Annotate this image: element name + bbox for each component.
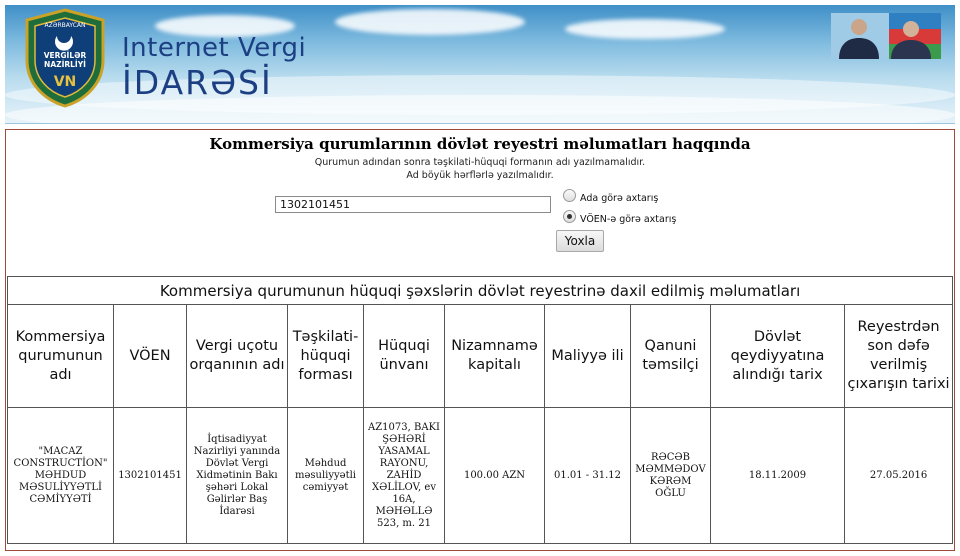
registry-search-panel xyxy=(5,129,955,551)
cell-extract-date: 27.05.2016 xyxy=(845,408,953,544)
column-header-registration-date: Dövlət qeydiyyatına alındığı tarix xyxy=(711,305,845,408)
column-header-capital: Nizamnamə kapitalı xyxy=(445,305,545,408)
svg-text:AZƏRBAYCAN: AZƏRBAYCAN xyxy=(44,22,86,29)
page-title: Kommersiya qurumlarının dövlət reyestri məlumatları haqqında xyxy=(209,135,751,153)
cell-voen: 1302101451 xyxy=(114,408,187,544)
cloud-decoration xyxy=(335,9,525,35)
column-header-voen: VÖEN xyxy=(114,305,187,408)
check-submit-button[interactable]: Yoxla xyxy=(556,230,604,252)
registry-results-table xyxy=(7,276,953,544)
column-header-tax-office: Vergi uçotu orqanının adı xyxy=(187,305,288,408)
svg-text:VERGİLƏR: VERGİLƏR xyxy=(43,51,87,60)
column-header-representative: Qanuni təmsilçi xyxy=(631,305,711,408)
cell-registration-date: 18.11.2009 xyxy=(711,408,845,544)
cell-capital: 100.00 AZN xyxy=(445,408,545,544)
search-by-name-label[interactable]: Ada görə axtarış xyxy=(580,193,659,204)
hint-text-1: Qurumun adından sonra təşkilati-hüquqi formanın adı yazılmamalıdır. xyxy=(314,157,646,168)
cell-legal-form: Məhdud məsuliyyətli cəmiyyət xyxy=(288,408,364,544)
cloud-decoration xyxy=(565,19,725,39)
table-header-row xyxy=(8,305,953,408)
search-by-name-radio[interactable] xyxy=(563,189,576,202)
column-header-extract-date: Reyestrdən son dəfə verilmiş çıxarışın tarixi xyxy=(845,305,953,408)
hint-text-2: Ad böyük hərflərlə yazılmalıdır. xyxy=(406,170,554,181)
column-header-legal-form: Təşkilati-hüquqi forması xyxy=(288,305,364,408)
search-by-voen-radio[interactable] xyxy=(563,210,576,223)
officials-photo-image xyxy=(831,13,941,59)
cell-tax-office: İqtisadiyyat Nazirliyi yanında Dövlət Vergi Xidmətinin Bakı şəhəri Lokal Gəlirlər Baş İdarəsi xyxy=(187,408,288,544)
cell-company-name: "MACAZ CONSTRUCTİON" MƏHDUD MƏSULİYYƏTLİ CƏMİYYƏTİ xyxy=(8,408,114,544)
site-header-banner xyxy=(5,5,955,124)
search-input[interactable]: 1302101451 xyxy=(275,196,551,213)
search-by-voen-label[interactable]: VÖEN-ə görə axtarış xyxy=(580,214,677,225)
brand-title-line2: İDARƏSİ xyxy=(122,63,273,102)
column-header-address: Hüquqi ünvanı xyxy=(364,305,445,408)
svg-text:VN: VN xyxy=(53,74,77,90)
column-header-fiscal-year: Maliyyə ili xyxy=(545,305,631,408)
cell-representative: RƏCƏB MƏMMƏDOV KƏRƏM OĞLU xyxy=(631,408,711,544)
svg-text:NAZİRLİYİ: NAZİRLİYİ xyxy=(44,60,86,69)
brand-title-line1: Internet Vergi xyxy=(122,33,307,63)
column-header-name: Kommersiya qurumunun adı xyxy=(8,305,114,408)
tax-ministry-emblem-logo[interactable] xyxy=(23,8,107,108)
table-caption: Kommersiya qurumunun hüquqi şəxslərin dövlət reyestrinə daxil edilmiş məlumatları xyxy=(8,277,953,305)
table-row xyxy=(8,408,953,544)
cell-address: AZ1073, BAKI ŞƏHƏRİ YASAMAL RAYONU, ZAHİD XƏLİLOV, ev 16A, MƏHƏLLƏ 523, m. 21 xyxy=(364,408,445,544)
cell-fiscal-year: 01.01 - 31.12 xyxy=(545,408,631,544)
